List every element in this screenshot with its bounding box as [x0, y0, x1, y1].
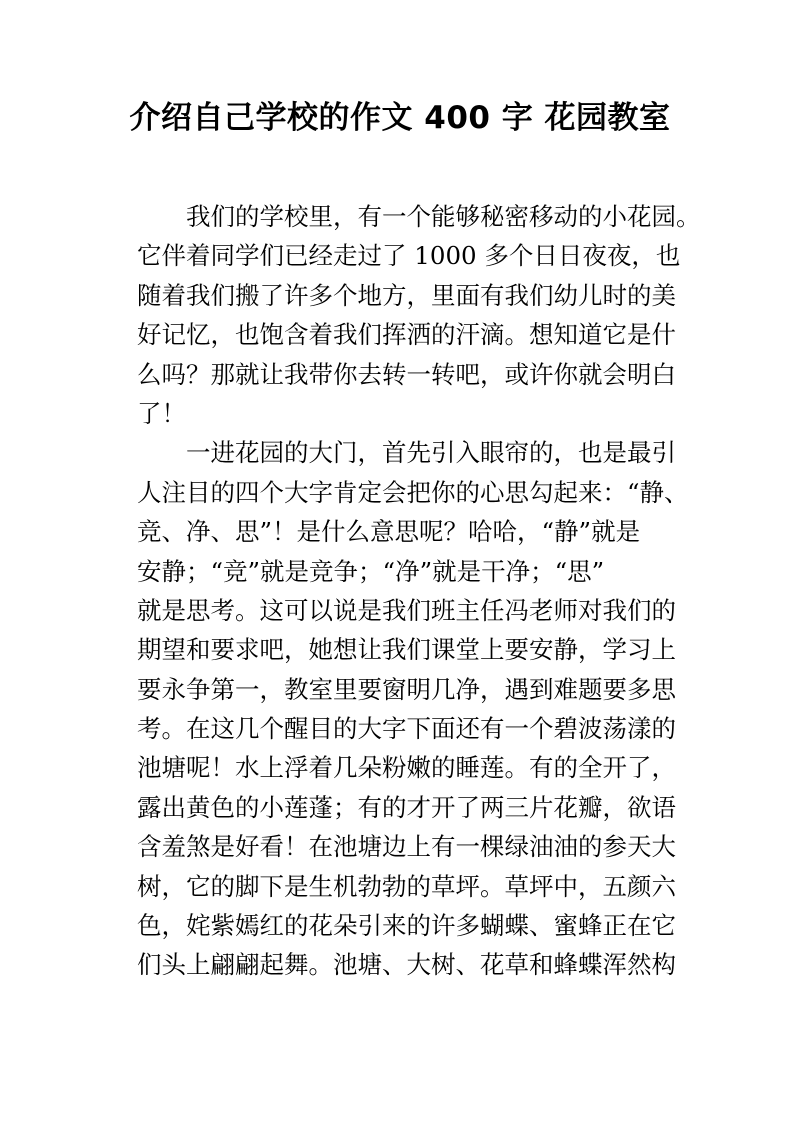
text-line: 含羞煞是好看！在池塘边上有一棵绿油油的参天大: [137, 832, 676, 862]
text-line: 我们的学校里，有一个能够秘密移动的小花园。: [186, 202, 701, 231]
text-line: 树，它的脚下是生机勃勃的草坪。草坪中，五颜六: [137, 871, 676, 901]
text-line: 露出黄色的小莲蓬；有的才开了两三片花瓣，欲语: [137, 792, 676, 822]
paragraph-2: [137, 433, 689, 984]
text-line: 么吗？那就让我带你去转一转吧，或许你就会明白: [137, 359, 676, 389]
paragraph-1: [137, 197, 701, 433]
text-line: 色，姹紫嫣红的花朵引来的许多蝴蝶、蜜蜂正在它: [137, 911, 676, 941]
text-line: 们头上翩翩起舞。池塘、大树、花草和蜂蝶浑然构: [137, 950, 676, 980]
text-line: 人注目的四个大字肯定会把你的心思勾起来：“静、: [137, 477, 689, 507]
document-title: 介绍自己学校的作文 400 字 花园教室: [129, 100, 671, 136]
text-line: 期望和要求吧，她想让我们课堂上要安静，学习上: [137, 635, 676, 665]
essay-body: [137, 197, 701, 985]
text-line: 就是思考。这可以说是我们班主任冯老师对我们的: [137, 595, 676, 625]
text-line: 一进花园的大门，首先引入眼帘的，也是最引: [186, 438, 676, 468]
text-line: 要永争第一，教室里要窗明几净，遇到难题要多思: [137, 674, 676, 704]
text-line: 考。在这几个醒目的大字下面还有一个碧波荡漾的: [137, 714, 676, 744]
text-line: 好记忆，也饱含着我们挥洒的汗滴。想知道它是什: [137, 320, 676, 350]
text-line: 池塘呢！水上浮着几朵粉嫩的睡莲。有的全开了，: [137, 753, 676, 783]
text-line: 竞、净、思”！是什么意思呢？哈哈，“静”就是: [137, 517, 641, 547]
text-line: 安静；“竞”就是竞争；“净”就是干净；“思”: [137, 556, 605, 586]
text-line: 它伴着同学们已经走过了 1000 多个日日夜夜，也: [137, 241, 681, 271]
text-line: 随着我们搬了许多个地方，里面有我们幼儿时的美: [137, 280, 676, 310]
text-line: 了！: [137, 398, 186, 428]
